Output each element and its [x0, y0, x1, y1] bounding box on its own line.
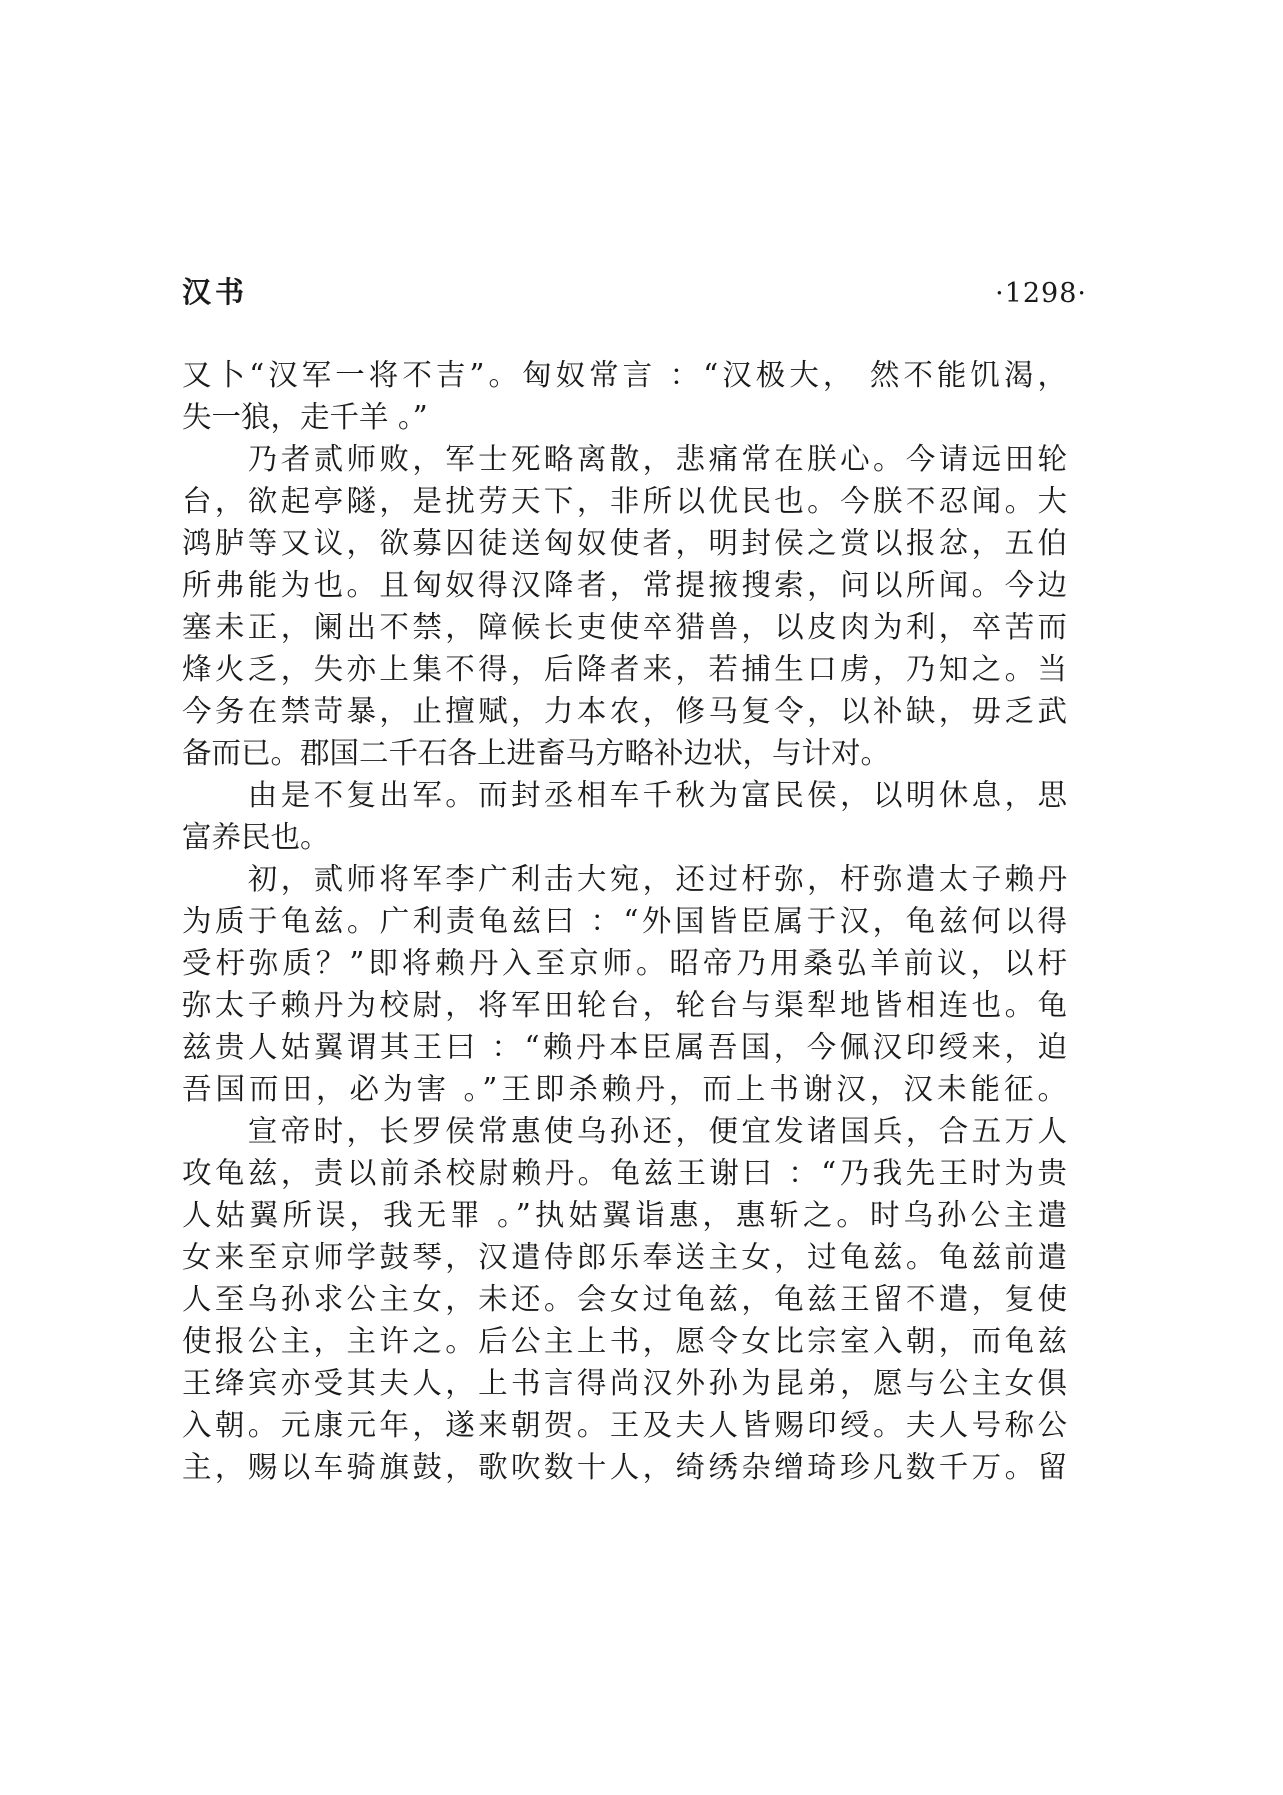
running-title: 汉书 [182, 275, 249, 309]
text-line: 又卜“汉军一将不吉”。匈奴常言 ：“汉极大， 然不能饥渴， [182, 358, 1067, 392]
paragraph [182, 774, 1067, 858]
text-line: 入朝。元康元年，遂来朝贺。王及夫人皆赐印绶。夫人号称公 [182, 1408, 1067, 1442]
paragraph [182, 858, 1067, 1110]
text-line: 主，赐以车骑旗鼓，歌吹数十人，绮绣杂缯琦珍凡数千万。留 [182, 1450, 1067, 1484]
text-line: 兹贵人姑翼谓其王曰 ：“赖丹本臣属吾国，今佩汉印绶来，迫 [182, 1030, 1067, 1064]
text-line: 塞未正，阑出不禁，障候长吏使卒猎兽，以皮肉为利，卒苦而 [182, 610, 1067, 644]
text-line: 宣帝时，长罗侯常惠使乌孙还，便宜发诸国兵，合五万人 [182, 1114, 1067, 1148]
text-line: 鸿胪等又议，欲募囚徒送匈奴使者，明封侯之赏以报忿，五伯 [182, 526, 1067, 560]
paragraph [182, 354, 1067, 438]
text-line: 烽火乏，失亦上集不得，后降者来，若捕生口虏，乃知之。当 [182, 652, 1067, 686]
text-line: 女来至京师学鼓琴，汉遣侍郎乐奉送主女，过龟兹。龟兹前遣 [182, 1240, 1067, 1274]
text-line: 所弗能为也。且匈奴得汉降者，常提掖搜索，问以所闻。今边 [182, 568, 1067, 602]
text-line: 今务在禁苛暴，止擅赋，力本农，修马复令，以补缺，毋乏武 [182, 694, 1067, 728]
text-line: 攻龟兹，责以前杀校尉赖丹。龟兹王谢曰 ：“乃我先王时为贵 [182, 1156, 1067, 1190]
text-line: 备而已。郡国二千石各上进畜马方略补边状，与计对。 [182, 736, 891, 770]
text-line: 乃者贰师败，军士死略离散，悲痛常在朕心。今请远田轮 [182, 442, 1067, 476]
paragraph [182, 1110, 1067, 1488]
text-line: 王绛宾亦受其夫人，上书言得尚汉外孙为昆弟，愿与公主女俱 [182, 1366, 1067, 1400]
page-number: ·1298· [995, 278, 1087, 309]
text-line: 台，欲起亭隧，是扰劳天下，非所以优民也。今朕不忍闻。大 [182, 484, 1067, 518]
text-line: 初，贰师将军李广利击大宛，还过杅弥，杅弥遣太子赖丹 [182, 862, 1067, 896]
text-line: 人姑翼所误，我无罪 。”执姑翼诣惠，惠斩之。时乌孙公主遣 [182, 1198, 1067, 1232]
text-line: 弥太子赖丹为校尉，将军田轮台，轮台与渠犁地皆相连也。龟 [182, 988, 1067, 1022]
text-line: 使报公主，主许之。后公主上书，愿令女比宗室入朝，而龟兹 [182, 1324, 1067, 1358]
text-line: 受杅弥质？”即将赖丹入至京师。昭帝乃用桑弘羊前议，以杅 [182, 946, 1067, 980]
text-line: 由是不复出军。而封丞相车千秋为富民侯，以明休息，思 [182, 778, 1067, 812]
body-text [182, 354, 1067, 1488]
text-line: 人至乌孙求公主女，未还。会女过龟兹，龟兹王留不遣，复使 [182, 1282, 1067, 1316]
text-line: 为质于龟兹。广利责龟兹曰 ：“外国皆臣属于汉，龟兹何以得 [182, 904, 1067, 938]
text-line: 吾国而田，必为害 。”王即杀赖丹，而上书谢汉，汉未能征。 [182, 1072, 1067, 1106]
text-line: 富养民也。 [182, 820, 330, 854]
text-line: 失一狼，走千羊 。” [182, 400, 428, 434]
paragraph [182, 438, 1067, 774]
